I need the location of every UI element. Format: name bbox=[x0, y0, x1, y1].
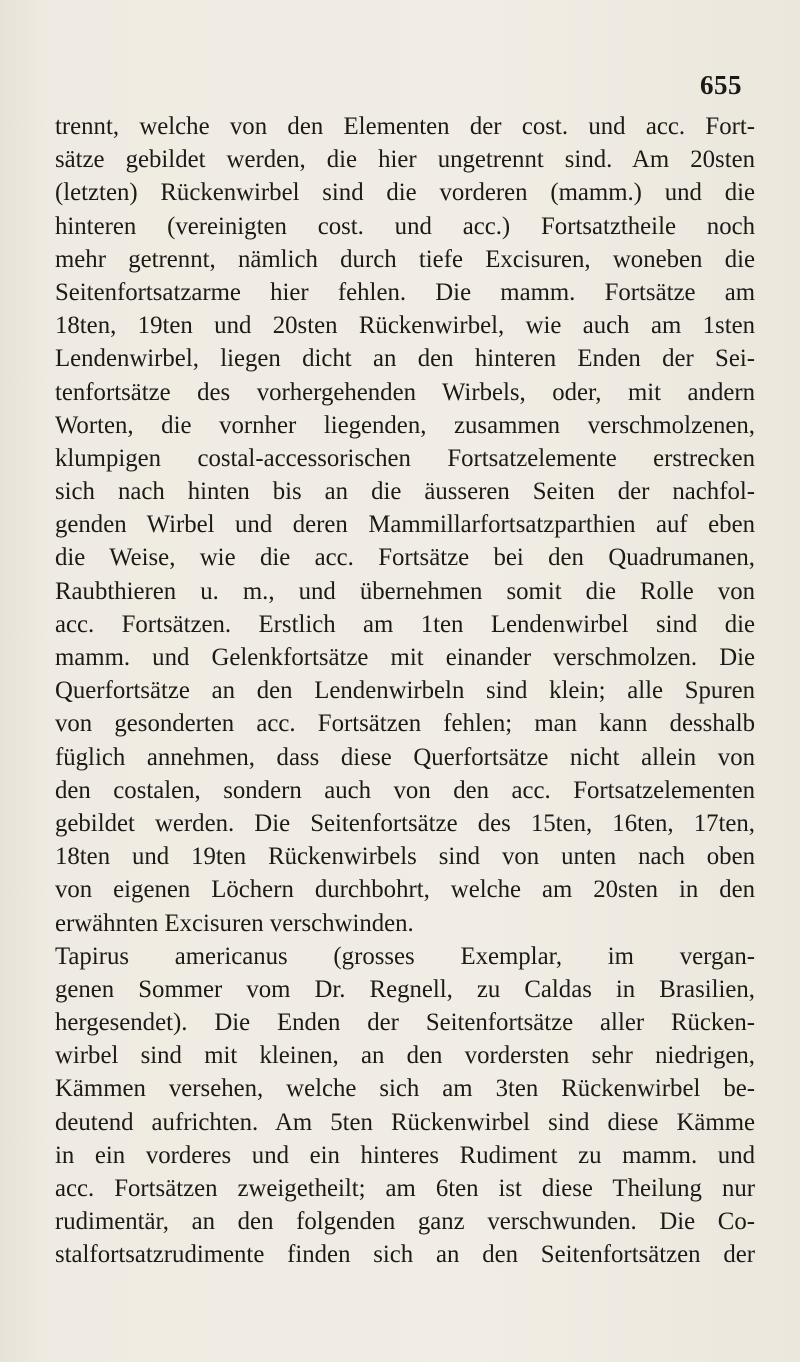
text-line: trennt, welche von den Elementen der cost. und acc. Fort- bbox=[55, 113, 755, 140]
paragraph-end-line: erwähnten Excisuren verschwinden. bbox=[55, 909, 414, 937]
text-line: von gesonderten acc. Fortsätzen fehlen; man kann desshalb bbox=[55, 710, 755, 738]
text-line: 18ten, 19ten und 20sten Rückenwirbel, wie auch am 1sten bbox=[55, 312, 755, 340]
text-line: mehr getrennt, nämlich durch tiefe Excisuren, woneben die bbox=[55, 245, 755, 273]
text-line: genen Sommer vom Dr. Regnell, zu Caldas in Brasilien, bbox=[55, 975, 755, 1003]
text-line: füglich annehmen, dass diese Querfortsätze nicht allein von bbox=[55, 743, 755, 771]
text-line: sich nach hinten bis an die äusseren Seiten der nachfol- bbox=[55, 478, 755, 506]
text-line: rudimentär, an den folgenden ganz verschwunden. Die Co- bbox=[55, 1208, 755, 1236]
text-line: hinteren (vereinigten cost. und acc.) Fortsatztheile noch bbox=[55, 212, 755, 240]
text-line: Worten, die vornher liegenden, zusammen verschmolzenen, bbox=[55, 411, 755, 439]
text-line: klumpigen costal-accessorischen Fortsatzelemente erstrecken bbox=[55, 444, 755, 472]
species-heading-line: Tapirus americanus (grosses Exemplar, im vergan- bbox=[55, 942, 755, 970]
text-line: wirbel sind mit kleinen, an den vordersten sehr niedrigen, bbox=[55, 1042, 755, 1070]
text-line: von eigenen Löchern durchbohrt, welche am 20sten in den bbox=[55, 876, 755, 904]
text-line: gebildet werden. Die Seitenfortsätze des 15ten, 16ten, 17ten, bbox=[55, 809, 755, 837]
text-line: 18ten und 19ten Rückenwirbels sind von unten nach oben bbox=[55, 843, 755, 871]
text-line: Kämmen versehen, welche sich am 3ten Rückenwirbel be- bbox=[55, 1075, 755, 1103]
text-line: (letzten) Rückenwirbel sind die vorderen (mamm.) und die bbox=[55, 179, 755, 207]
text-line: tenfortsätze des vorhergehenden Wirbels, oder, mit andern bbox=[55, 378, 755, 406]
text-line: deutend aufrichten. Am 5ten Rückenwirbel sind diese Kämme bbox=[55, 1108, 755, 1136]
text-line: Lendenwirbel, liegen dicht an den hinteren Enden der Sei- bbox=[55, 345, 755, 373]
text-line: mamm. und Gelenkfortsätze mit einander verschmolzen. Die bbox=[55, 644, 755, 671]
text-line: sätze gebildet werden, die hier ungetrennt sind. Am 20sten bbox=[55, 146, 755, 174]
text-line: acc. Fortsätzen. Erstlich am 1ten Lendenwirbel sind die bbox=[55, 610, 755, 638]
text-line: stalfortsatzrudimente finden sich an den Seitenfortsätzen der bbox=[55, 1241, 755, 1269]
text-line: genden Wirbel und deren Mammillarfortsatzparthien auf eben bbox=[55, 511, 755, 539]
text-line: die Weise, wie die acc. Fortsätze bei den Quadrumanen, bbox=[55, 544, 755, 572]
text-line: Seitenfortsatzarme hier fehlen. Die mamm. Fortsätze am bbox=[55, 278, 755, 306]
text-line: hergesendet). Die Enden der Seitenfortsätze aller Rücken- bbox=[55, 1009, 755, 1037]
body-text bbox=[55, 110, 755, 1272]
page-number: 655 bbox=[700, 70, 742, 100]
text-line: Querfortsätze an den Lendenwirbeln sind klein; alle Spuren bbox=[55, 677, 755, 705]
text-line: Raubthieren u. m., und übernehmen somit die Rolle von bbox=[55, 577, 755, 605]
text-line: den costalen, sondern auch von den acc. Fortsatzelementen bbox=[55, 776, 755, 804]
text-line: in ein vorderes und ein hinteres Rudiment zu mamm. und bbox=[55, 1141, 755, 1169]
text-line: acc. Fortsätzen zweigetheilt; am 6ten ist diese Theilung nur bbox=[55, 1175, 755, 1202]
